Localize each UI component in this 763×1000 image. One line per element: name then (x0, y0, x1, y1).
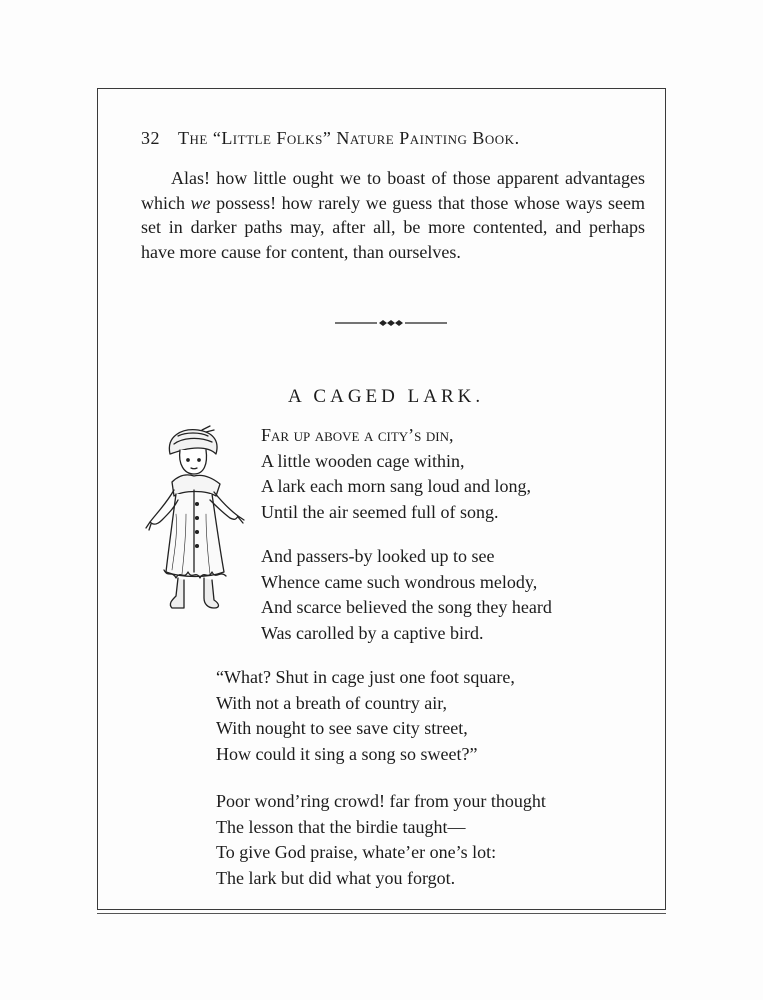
bottom-double-rule (97, 913, 666, 914)
stanza-3-line-2: With not a breath of country air, (216, 692, 447, 713)
stanza-4-line-4: The lark but did what you forgot. (216, 867, 456, 888)
page-number: 32 (141, 128, 160, 148)
stanza-1-line-1: Far up above a city’s din, (261, 425, 454, 445)
poem-title: A CAGED LARK. (288, 386, 485, 407)
stanza-2-line-3: And scarce believed the song they heard (261, 597, 552, 617)
stanza-2-line-1: And passers-by looked up to see (261, 546, 495, 566)
intro-text-1: Alas! how little ought we to boast of those apparent advantages which (141, 168, 645, 213)
running-title: The “Little Folks” Nature Painting Book. (178, 128, 520, 148)
intro-emphasis: we (190, 192, 211, 213)
stanza-4-line-2: The lesson that the birdie taught— (216, 816, 466, 837)
stanza-4-line-3: To give God praise, whate’er one’s lot: (216, 842, 497, 862)
intro-paragraph (141, 166, 645, 264)
stanza-1-line-2: A little wooden cage within, (261, 450, 465, 471)
running-header (141, 128, 621, 149)
stanza-4 (216, 789, 546, 891)
stanza-1-line-3: A lark each morn sang loud and long, (261, 476, 531, 496)
stanza-3-line-3: With nought to see save city street, (216, 718, 468, 738)
girl-illustration-icon (142, 424, 250, 616)
stanza-2 (261, 544, 552, 646)
section-ornament-icon (335, 318, 447, 328)
stanza-4-line-1: Poor wond’ring crowd! far from your thought (216, 791, 546, 811)
stanza-1-line-4: Until the air seemed full of song. (261, 501, 499, 522)
intro-text-2: possess! how rarely we guess that those whose ways seem set in darker paths may, after all, be more contented, and perhaps have more cause for content, than ourselves. (141, 192, 645, 262)
stanza-2-line-4: Was carolled by a captive bird. (261, 622, 484, 643)
stanza-3-line-4: How could it sing a song so sweet?” (216, 743, 478, 764)
stanza-2-line-2: Whence came such wondrous melody, (261, 571, 538, 592)
stanza-3-line-1: “What? Shut in cage just one foot square, (216, 667, 515, 687)
stanza-3 (216, 665, 515, 767)
stanza-1 (261, 423, 531, 525)
